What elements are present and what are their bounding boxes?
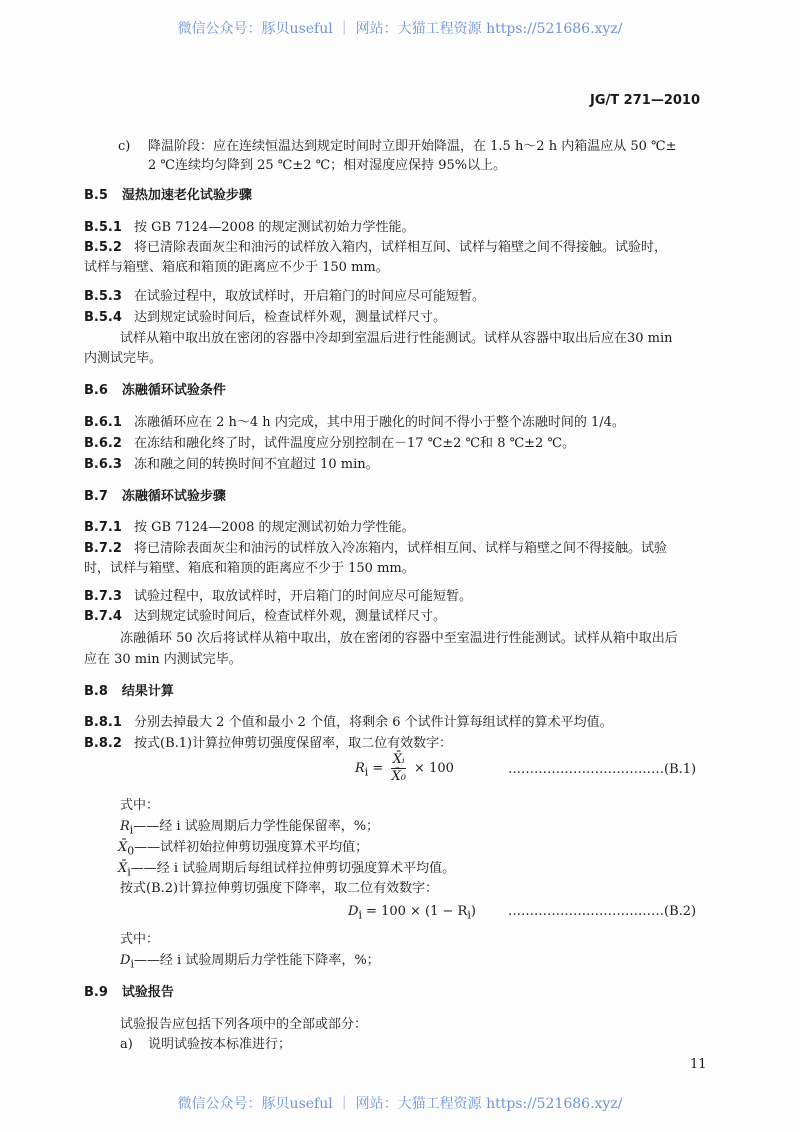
b5-paragraph-line2: 内测试完毕。 (84, 351, 163, 366)
clause-b74: B.7.4 达到规定试验时间后，检查试样外观，测量试样尺寸。 (84, 609, 447, 624)
clause-b63: B.6.3 冻和融之间的转换时间不宜超过 10 min。 (84, 457, 379, 472)
clause-b54: B.5.4 达到规定试验时间后，检查试样外观，测量试样尺寸。 (84, 310, 447, 325)
item-a: 说明试验按本标准进行； (148, 1037, 292, 1052)
def-x0: $X̄_0——$试样初始拉伸剪切强度算术平均值； (118, 840, 369, 858)
section-b8-heading: B.8 结果计算 (84, 684, 174, 699)
b82-second-instruction: 按式(B.2)计算拉伸剪切强度下降率，取二位有效数字： (120, 881, 439, 896)
formula-b1-ref: ………………………………(B.1) (508, 762, 697, 777)
page-number: 11 (690, 1057, 707, 1072)
def-ri: $R_i——$经 i 试验周期后力学性能保留率，%； (120, 819, 380, 837)
formula-b2-ref: ………………………………(B.2) (508, 904, 697, 919)
clause-b51: B.5.1 按 GB 7124—2008 的规定测试初始力学性能。 (84, 220, 415, 235)
watermark-top: 微信公众号：豚贝useful ｜ 网站：大猫工程资源 https://521686.xyz/ (177, 21, 623, 37)
item-c-label: c) (118, 139, 131, 154)
clause-b53: B.5.3 在试验过程中，取放试样时，开启箱门的时间应尽可能短暂。 (84, 289, 486, 304)
clause-b72: B.7.2 将已清除表面灰尘和油污的试样放入冷冻箱内，试样相互间、试样与箱壁之间不得接触。试验 (84, 541, 668, 556)
item-c-line2: 2 ℃连续均匀降到 25 ℃±2 ℃；相对湿度应保持 95%以上。 (148, 158, 507, 173)
where-label-2: 式中： (120, 932, 160, 947)
clause-b82: B.8.2 按式(B.1)计算拉伸剪切强度保留率，取二位有效数字： (84, 736, 453, 751)
b7-paragraph-line2: 应在 30 min 内测试完毕。 (84, 652, 242, 667)
b5-paragraph-line1: 试样从箱中取出放在密闭的容器中冷却到室温后进行性能测试。试样从容器中取出后应在30 min (120, 331, 673, 346)
section-b5-heading: B.5 湿热加速老化试验步骤 (84, 188, 252, 203)
section-b6-heading: B.6 冻融循环试验条件 (84, 383, 226, 398)
b9-paragraph: 试验报告应包括下列各项中的全部或部分： (120, 1017, 368, 1032)
section-b9-heading: B.9 试验报告 (84, 985, 174, 1000)
clause-b52: B.5.2 将已清除表面灰尘和油污的试样放入箱内，试样相互间、试样与箱壁之间不得接触。试验时， (84, 240, 668, 255)
clause-b52-cont: 试样与箱壁、箱底和箱顶的距离应不少于 150 mm。 (84, 260, 389, 275)
clause-b81: B.8.1 分别去掉最大 2 个值和最小 2 个值，将剩余 6 个试件计算每组试样的算术平均值。 (84, 715, 613, 730)
item-c-line1: 降温阶段：应在连续恒温达到规定时间时立即开始降温，在 1.5 h～2 h 内箱温应从 50 ℃± (148, 139, 677, 154)
clause-b73: B.7.3 试验过程中，取放试样时，开启箱门的时间应尽可能短暂。 (84, 589, 473, 604)
item-a-label: a) (120, 1037, 133, 1052)
formula-b2: $D_i = 100 \times (1 - R_i)$ (348, 904, 476, 922)
where-label-1: 式中： (120, 798, 160, 813)
clause-b72-cont: 时，试样与箱壁、箱底和箱顶的距离应不少于 150 mm。 (84, 561, 415, 576)
def-xi: $X̄_i——$经 i 试验周期后每组试样拉伸剪切强度算术平均值。 (118, 861, 456, 879)
clause-b71: B.7.1 按 GB 7124—2008 的规定测试初始力学性能。 (84, 520, 415, 535)
watermark-bottom: 微信公众号：豚贝useful ｜ 网站：大猫工程资源 https://521686.xyz/ (177, 1096, 623, 1112)
clause-b61: B.6.1 冻融循环应在 2 h～4 h 内完成，其中用于融化的时间不得小于整个冻融时间的 1/4。 (84, 415, 625, 430)
standard-code-header: JG/T 271—2010 (590, 93, 700, 108)
section-b7-heading: B.7 冻融循环试验步骤 (84, 489, 226, 504)
clause-b62: B.6.2 在冻结和融化终了时，试件温度应分别控制在－17 ℃±2 ℃和 8 ℃±2 ℃。 (84, 436, 575, 451)
def-di: $D_i——$经 i 试验周期后力学性能下降率，%； (120, 953, 380, 971)
formula-b1: $R_i$ = $\frac{\text{X̄ᵢ}}{\text{X̄₀}}$ × 100 (355, 752, 454, 784)
b7-paragraph-line1: 冻融循环 50 次后将试样从箱中取出，放在密闭的容器中至室温进行性能测试。试样从箱中取出后 (120, 631, 678, 646)
